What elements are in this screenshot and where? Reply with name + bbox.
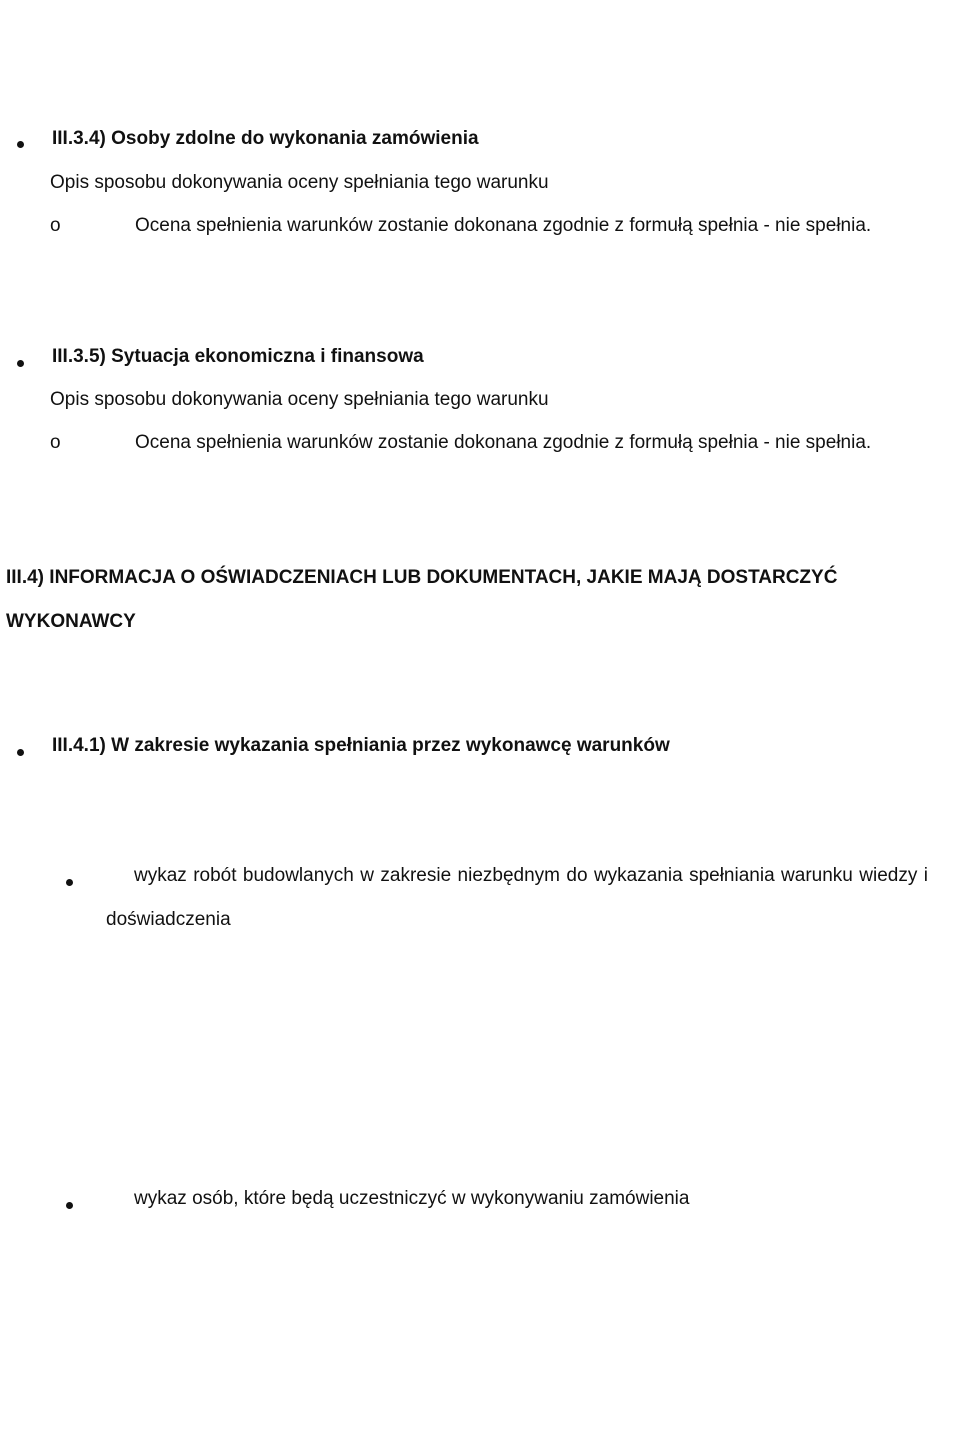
section-heading: III.3.5) Sytuacja ekonomiczna i finansowa bbox=[52, 346, 424, 367]
bullet-icon bbox=[66, 879, 73, 886]
bullet-icon bbox=[17, 141, 24, 148]
section-description: Opis sposobu dokonywania oceny spełniania tego warunku bbox=[50, 172, 549, 193]
section-description: Opis sposobu dokonywania oceny spełniania tego warunku bbox=[50, 389, 549, 410]
bullet-icon bbox=[17, 749, 24, 756]
section-heading: III.3.4) Osoby zdolne do wykonania zamówienia bbox=[52, 128, 479, 149]
list-item-text: wykaz robót budowlanych w zakresie niezbędnym do wykazania spełniania warunku wiedzy i doświadczenia bbox=[106, 865, 928, 930]
section-excerpt: Ocena spełnienia warunków zostanie dokonana zgodnie z formułą spełnia - nie spełnia. bbox=[135, 432, 872, 453]
section-excerpt: Ocena spełnienia warunków zostanie dokonana zgodnie z formułą spełnia - nie spełnia. bbox=[135, 215, 872, 236]
bullet-icon bbox=[17, 360, 24, 367]
subsection-heading: III.4.1) W zakresie wykazania spełniania przez wykonawcę warunków bbox=[52, 735, 670, 756]
list-item-text: wykaz osób, które będą uczestniczyć w wykonywaniu zamówienia bbox=[134, 1188, 690, 1209]
sub-bullet-marker: o bbox=[50, 215, 61, 236]
part-heading: III.4) INFORMACJA O OŚWIADCZENIACH LUB DOKUMENTACH, JAKIE MAJĄ DOSTARCZYĆ WYKONAWCY bbox=[6, 567, 838, 632]
sub-bullet-marker: o bbox=[50, 432, 61, 453]
bullet-icon bbox=[66, 1202, 73, 1209]
